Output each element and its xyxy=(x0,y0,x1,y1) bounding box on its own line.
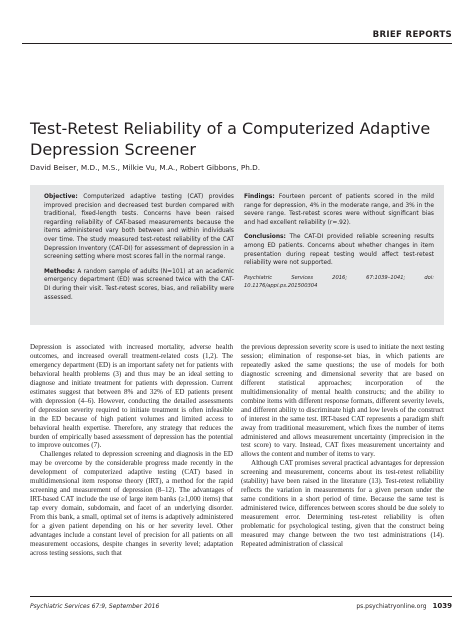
body-paragraph: Challenges related to depression screening and diagnosis in the ED may be overcome by the considerable progress made recently in the development of computerized adaptive testing (CAT) based in multidimensional item response theory (IRT), a method for the rapid screening and measurement of depression (8–12). The advantages of IRT-based CAT include the use of large item banks (≥1,000 items) that tap every domain, subdomain, and facet of an underlying disorder. From this bank, a small, optimal set of items is adaptively administered for a given patient depending on his or her severity level. Other advantages include a constant level of precision for all patients on all measurement occasions, despite changes in severity level; adaptation across testing sessions, such that xyxy=(30,450,233,557)
body-paragraph: Although CAT promises several practical advantages for depression screening and measurement, concerns about its test-retest reliability (stability) have been raised in the literature (13). Test-retest reliability reflects the variation in measurements for a given person under the same conditions in a short period of time. Because the same test is administered twice, differences between scores should be due solely to measurement error. Determining test-retest reliability is often problematic for psychological testing, given that the construct being measured may change between the two test administrations (14). Repeated administration of classical xyxy=(241,459,444,548)
footer-divider xyxy=(30,596,452,597)
abstract-findings xyxy=(244,193,434,227)
section-label: BRIEF REPORTS xyxy=(372,30,452,40)
conclusions-label: Conclusions: xyxy=(244,234,286,241)
footer-journal: Psychiatric Services 67:9, September 2016 xyxy=(30,603,160,610)
findings-text: Fourteen percent of patients scored in the mild range for depression, 4% in the moderate range, and 3% in the severe range. Test-retest scores were without significant bias and had excellent reliability (r=.92). xyxy=(244,194,434,226)
footer-right xyxy=(356,602,452,610)
abstract-objective xyxy=(44,193,234,262)
abstract-box xyxy=(30,185,444,325)
objective-text: Computerized adaptive testing (CAT) provides improved precision and decreased test burden compared with traditional, fixed-length tests. Concerns have been raised regarding reliability of CAT-based measurements because the items administered vary both between and within individuals over time. The study measured test-retest reliability of the CAT Depression Inventory (CAT-DI) for assessment of depression in a screening setting where most scores fall in the normal range. xyxy=(44,194,234,261)
methods-text: A random sample of adults (N=101) at an academic emergency department (ED) was screened twice with the CAT-DI during their visit. Test-retest scores, bias, and reliability were assessed. xyxy=(44,268,234,301)
article-authors: David Beiser, M.D., M.S., Milkie Vu, M.A., Robert Gibbons, Ph.D. xyxy=(30,163,261,172)
abstract-right-column xyxy=(244,193,434,297)
header-divider xyxy=(22,43,452,44)
abstract-methods xyxy=(44,268,234,302)
page-number: 1039 xyxy=(432,602,452,610)
abstract-citation: Psychiatric Services 2016; 67:1039–1041; doi: 10.1176/appi.ps.201500304 xyxy=(244,274,434,290)
abstract-conclusions xyxy=(244,233,434,267)
methods-label: Methods: xyxy=(44,268,75,275)
body-right-column xyxy=(241,343,444,549)
article-title: Test-Retest Reliability of a Computerized Adaptive Depression Screener xyxy=(30,119,431,159)
body-left-column xyxy=(30,343,233,558)
findings-label: Findings: xyxy=(244,194,275,200)
body-paragraph: Depression is associated with increased mortality, adverse health outcomes, and increased overall treatment-related costs (1,2). The emergency department (ED) is an important safety net for patients with behavioral health problems (3) and thus may be an ideal setting to diagnose and initiate treatment for patients with depression. Current estimates suggest that between 8% and 32% of ED patients present with depression (4–6). However, conducting the detailed assessments of depression severity required to initiate treatment is often infeasible in the ED because of high patient volumes and limited access to behavioral health expertise. Therefore, any strategy that reduces the burden of empirically based assessment of depression has the potential to improve outcomes (7). xyxy=(30,343,233,450)
footer-site: ps.psychiatryonline.org xyxy=(356,603,427,610)
body-paragraph: the previous depression severity score is used to initiate the next testing session; elimination of response-set bias, in which patients are repeatedly asked the same questions; the use of models for both diagnostic screening and dimensional severity that are based on different statistical approaches; incorporation of the multidimensionality of mental health constructs; and the ability to combine items with different response formats, different severity levels, and different ability to discriminate high and low levels of the construct of interest in the same test. IRT-based CAT represents a paradigm shift away from traditional measurement, which fixes the number of items administered and allows measurement uncertainty (imprecision in the test score) to vary. Instead, CAT fixes measurement uncertainty and allows the content and number of items to vary. xyxy=(241,343,444,459)
conclusions-text: The CAT-DI provided reliable screening results among ED patients. Concerns about whether changes in item presentation during repeat testing would affect test-retest reliability were not supported. xyxy=(244,234,434,267)
objective-label: Objective: xyxy=(44,194,78,200)
abstract-left-column xyxy=(44,193,234,308)
